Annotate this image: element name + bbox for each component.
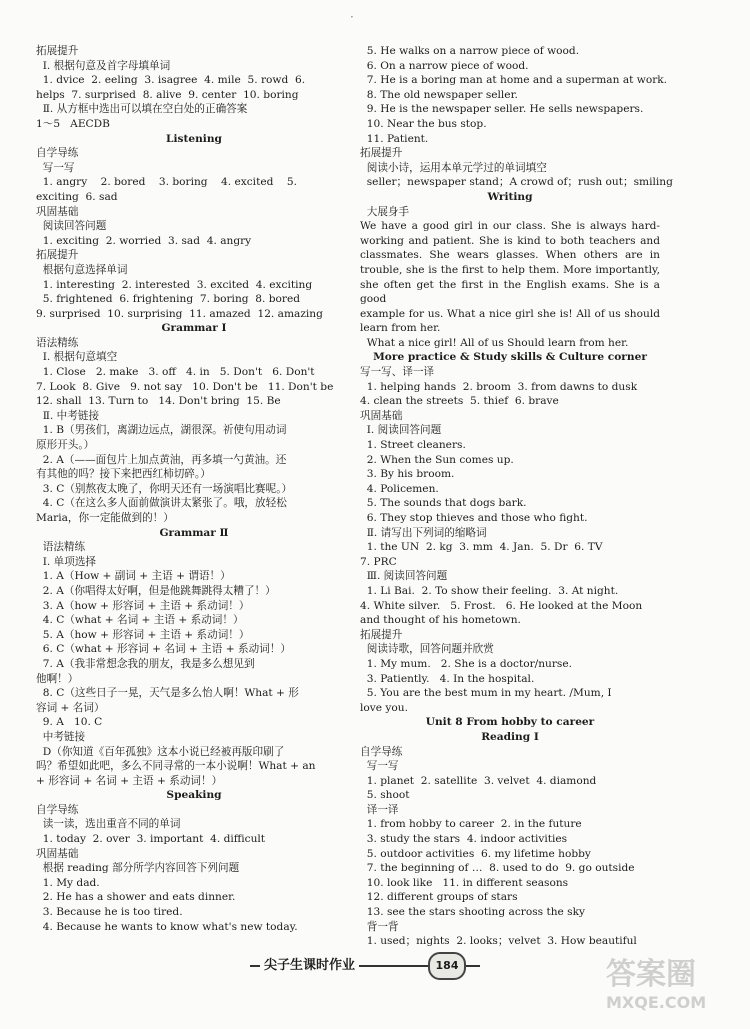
answer-line: 3. C（别熬夜太晚了，你明天还有一场演唱比赛呢。） (36, 482, 293, 495)
answer-line: 3. A（how + 形容词 + 主语 + 系动词！） (36, 599, 250, 612)
answer-line: 1. from hobby to career 2. in the future (360, 818, 582, 831)
section-label: 语法精练 (36, 541, 86, 554)
exercise-heading: 中考链接 (36, 730, 86, 743)
section-label: 巩固基础 (360, 409, 403, 422)
section-label: 拓展提升 (360, 147, 403, 160)
exercise-heading: 读一读，选出重音不同的单词 (36, 818, 181, 831)
answer-line: 2. When the Sun comes up. (360, 453, 514, 466)
answer-line: Maria，你一定能做到的！） (36, 512, 174, 524)
essay-line: example for us. What a nice girl she is! All of us should (360, 307, 660, 320)
answer-line: 9. A 10. C (36, 716, 103, 729)
answer-line: 11. Patient. (360, 132, 429, 145)
section-label: 语法精练 (36, 336, 79, 349)
essay-line: working and patient. She is kind to both teachers and (360, 234, 660, 247)
exercise-heading: Ⅲ. 阅读回答问题 (360, 570, 448, 583)
answer-line: 1. the UN 2. kg 3. mm 4. Jan. 5. Dr 6. TV (360, 541, 603, 554)
unit-title: Unit 8 From hobby to career (425, 716, 595, 729)
exercise-heading: Ⅰ. 阅读回答问题 (360, 424, 442, 437)
watermark-logo-text: 答案圈 (606, 957, 696, 992)
exercise-heading: Ⅰ. 根据句意填空 (36, 351, 118, 364)
answer-line: 5. The sounds that dogs bark. (360, 497, 527, 510)
corner-mark: · (350, 10, 354, 24)
essay-line: classmates. She wears glasses. When others are in (360, 249, 660, 262)
answer-line: helps 7. surprised 8. alive 9. center 10. boring (36, 88, 299, 101)
answer-line: 13. see the stars shooting across the sky (360, 906, 586, 919)
essay-line: she often get the first in the English exams. She is a good (360, 278, 660, 306)
answer-line: 吗？希望如此吧，多么不同寻常的一本小说啊！What + an (36, 760, 316, 773)
exercise-heading: Ⅰ. 单项选择 (36, 555, 97, 568)
exercise-heading: 写一写 (360, 760, 399, 773)
exercise-heading: Ⅰ. 根据句意及首字母填单词 (36, 59, 171, 72)
section-title-writing: Writing (487, 190, 533, 203)
answer-line: 1. Li Bai. 2. To show their feeling. 3. At night. (360, 584, 619, 597)
answer-line: 2. A（你唱得太好啊，但是他跳舞跳得太糟了！） (36, 584, 276, 597)
exercise-heading: 大展身手 (360, 205, 410, 218)
exercise-heading: Ⅱ. 中考链接 (36, 409, 100, 422)
answer-line: 1. used；nights 2. looks；velvet 3. How beautiful (360, 935, 637, 948)
answer-line: 5. shoot (360, 789, 410, 802)
answer-line: 4. C（what + 名词 + 主语 + 系动词！） (36, 614, 244, 627)
answer-line: seller；newspaper stand；A crowd of；rush out；smiling (360, 176, 673, 189)
section-label: 自学导练 (36, 803, 79, 816)
answer-line: 9. He is the newspaper seller. He sells newspapers. (360, 103, 644, 116)
answer-line: 5. You are the best mum in my heart. /Mum, I (360, 687, 612, 700)
answer-line: 1. My dad. (36, 876, 100, 889)
answer-line: 1. interesting 2. interested 3. excited 4. exciting (36, 278, 313, 291)
section-label: 自学导练 (360, 745, 403, 758)
answer-line: + 形容词 + 名词 + 主语 + 系动词！） (36, 774, 223, 787)
answer-line: 原形开头。） (36, 439, 95, 452)
answer-line: D（你知道《百年孤独》这本小说已经被再版印刷了 (36, 745, 285, 758)
answer-line: 5. frightened 6. frightening 7. boring 8. bored (36, 293, 301, 306)
exercise-heading: 根据句意选择单词 (36, 263, 128, 276)
answer-line: and thought of his hometown. (360, 614, 521, 627)
page-number: 184 (428, 952, 466, 980)
answer-line: 4. Policemen. (360, 482, 439, 495)
answer-line: 6. C（what + 形容词 + 名词 + 主语 + 系动词！） (36, 643, 291, 656)
answer-line: 容词 + 名词） (36, 701, 105, 714)
exercise-heading: 写一写 (36, 161, 75, 174)
answer-line: 1～5 AECDB (36, 117, 110, 130)
right-column (360, 44, 673, 949)
section-label: 巩固基础 (36, 847, 79, 860)
answer-line: 1. A（How + 副词 + 主语 + 谓语！） (36, 570, 231, 583)
answer-line: 12. shall 13. Turn to 14. Don't bring 15. Be (36, 395, 281, 408)
answer-line: 7. PRC (360, 555, 397, 568)
answer-line: love you. (360, 701, 408, 714)
answer-line: 10. look like 11. in different seasons (360, 876, 569, 889)
exercise-heading: Ⅱ. 从方框中选出可以填在空白处的正确答案 (36, 103, 248, 116)
answer-line: 有其他的吗？接下来把西红柿切碎。） (36, 468, 211, 481)
section-label: 拓展提升 (36, 45, 79, 57)
section-label: 自学导练 (36, 147, 79, 160)
essay-line: learn from her. (360, 322, 441, 335)
essay-line: We have a good girl in our class. She is always hard- (360, 220, 660, 233)
answer-line: 4. White silver. 5. Frost. 6. He looked at the Moon (360, 599, 643, 612)
exercise-heading: 阅读回答问题 (36, 220, 107, 233)
answer-line: 3. By his broom. (360, 468, 455, 481)
answer-line: 8. C（这些日子一晃，天气是多么怡人啊！What + 形 (36, 687, 299, 700)
answer-line: 3. study the stars 4. indoor activities (360, 833, 568, 846)
exercise-heading: 阅读小诗，运用本单元学过的单词填空 (360, 161, 547, 174)
answer-line: 10. Near the bus stop. (360, 117, 487, 130)
section-label: 拓展提升 (36, 249, 79, 262)
left-column (36, 44, 352, 934)
exercise-heading: 根据 reading 部分所学内容回答下列问题 (36, 862, 240, 875)
answer-line: 2. A（——面包片上加点黄油，再多填一勺黄油。还 (36, 453, 287, 466)
answer-line: 4. Because he wants to know what's new today. (36, 920, 298, 933)
section-label: 巩固基础 (36, 205, 79, 218)
answer-line: 5. A（how + 形容词 + 主语 + 系动词！） (36, 628, 250, 641)
answer-line: 2. He has a shower and eats dinner. (36, 891, 236, 904)
answer-line: 7. Look 8. Give 9. not say 10. Don't be 11. Don't be (36, 380, 334, 393)
answer-line: 1. My mum. 2. She is a doctor/nurse. (360, 657, 573, 670)
answer-line: 4. clean the streets 5. thief 6. brave (360, 395, 559, 408)
exercise-heading: 阅读诗歌，回答问题并欣赏 (360, 643, 494, 656)
section-label: 拓展提升 (360, 628, 403, 641)
answer-line: 他啊！） (36, 672, 79, 685)
essay-line: What a nice girl! All of us Should learn from her. (360, 336, 629, 349)
answer-line: 1. today 2. over 3. important 4. difficult (36, 833, 266, 846)
answer-line: 1. dvice 2. eeling 3. isagree 4. mile 5. rowd 6. (36, 74, 306, 87)
answer-line: 6. They stop thieves and those who fight. (360, 512, 588, 524)
answer-line: exciting 6. sad (36, 190, 118, 203)
section-title-listening: Listening (166, 132, 222, 145)
section-label: 写一写、译一译 (360, 366, 435, 379)
answer-line: 5. He walks on a narrow piece of wood. (360, 45, 580, 57)
answer-line: 12. different groups of stars (360, 891, 518, 904)
answer-line: 3. Because he is too tired. (36, 906, 183, 919)
answer-line: 6. On a narrow piece of wood. (360, 59, 529, 72)
answer-line: 1. exciting 2. worried 3. sad 4. angry (36, 234, 252, 247)
exercise-heading: 译一译 (360, 803, 399, 816)
section-title-reading-1: Reading Ⅰ (481, 730, 539, 743)
answer-line: 7. A（我非常想念我的朋友，我是多么想见到 (36, 657, 255, 670)
answer-line: 5. outdoor activities 6. my lifetime hobby (360, 847, 591, 860)
answer-line: 3. Patiently. 4. In the hospital. (360, 672, 535, 685)
exercise-heading: 背一背 (360, 920, 399, 933)
section-title-grammar-2: Grammar Ⅱ (159, 526, 229, 539)
page-footer (250, 952, 480, 978)
section-title-more-practice: More practice & Study skills & Culture corner (373, 351, 647, 364)
answer-line: 1. planet 2. satellite 3. velvet 4. diamond (360, 774, 597, 787)
section-title-grammar-1: Grammar Ⅰ (161, 322, 227, 335)
watermark (606, 958, 746, 1024)
answer-line: 9. surprised 10. surprising 11. amazed 12. amazing (36, 307, 323, 320)
answer-line: 8. The old newspaper seller. (360, 88, 518, 101)
section-title-speaking: Speaking (166, 789, 222, 802)
answer-line: 4. C（在这么多人面前做演讲太紧张了。哦，放轻松 (36, 497, 287, 510)
book-title: 尖子生课时作业 (260, 954, 359, 973)
answer-line: 1. Street cleaners. (360, 439, 466, 452)
answer-line: 1. Close 2. make 3. off 4. in 5. Don't 6. Don't (36, 366, 315, 379)
answer-line: 1. helping hands 2. broom 3. from dawns to dusk (360, 380, 638, 393)
answer-line: 7. the beginning of … 8. used to do 9. go outside (360, 862, 635, 875)
essay-line: trouble, she is the first to help them. More importantly, (360, 263, 660, 276)
exercise-heading: Ⅱ. 请写出下列词的缩略词 (360, 526, 487, 539)
answer-line: 7. He is a boring man at home and a superman at work. (360, 74, 668, 87)
answer-line: 1. angry 2. bored 3. boring 4. excited 5. (36, 176, 297, 189)
answer-line: 1. B（男孩们，离湖边远点，湖很深。祈使句用动词 (36, 424, 287, 437)
watermark-url: MXQE.COM (606, 993, 707, 1012)
